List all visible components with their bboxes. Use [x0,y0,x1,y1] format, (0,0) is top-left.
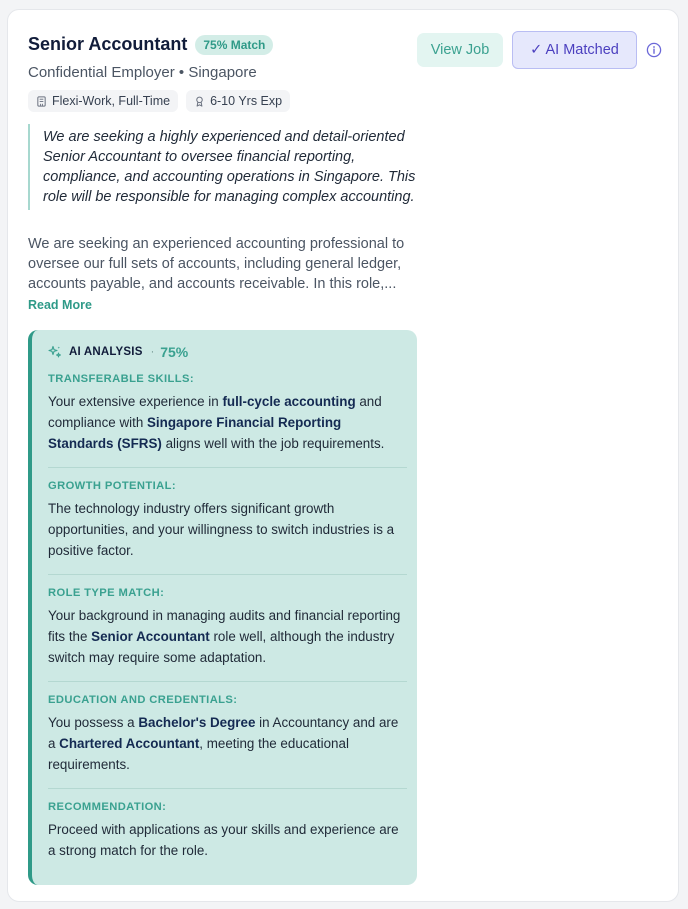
text-run: The technology industry offers significant growth opportunities, and your willingness to switch industries is a positive factor. [48,501,395,558]
analysis-section-title: RECOMMENDATION: [48,801,167,813]
analysis-section-text [48,391,407,454]
analysis-section-text [48,712,407,775]
employer-location: Confidential Employer • Singapore [28,64,257,81]
text-run: You possess a [48,715,139,730]
analysis-section-text [48,819,407,861]
sparkles-icon [48,345,62,359]
ai-analysis-score: 75% [160,344,189,360]
info-icon[interactable] [646,42,662,58]
job-card [7,9,679,902]
analysis-section-text [48,498,407,561]
view-job-button[interactable]: View Job [417,33,503,67]
ai-analysis-panel [28,330,417,885]
title-row [28,34,273,55]
highlighted-term: Bachelor's Degree [138,715,256,730]
analysis-section [48,575,407,682]
job-title: Senior Accountant [28,34,188,54]
analysis-section-title: EDUCATION AND CREDENTIALS: [48,694,238,706]
analysis-section-title: TRANSFERABLE SKILLS: [48,373,194,385]
ai-analysis-label: AI ANALYSIS [69,346,143,358]
summary-quote: We are seeking a highly experienced and detail-oriented Senior Accountant to oversee financial reporting, compliance, and accounting operations in Singapore. This role will be responsible for managing complex accounting. [28,124,418,210]
text-run: Your background in managing audits and financial reporting fits the [48,608,401,644]
highlighted-term: Singapore Financial Reporting Standards (SFRS) [48,415,342,451]
read-more-link[interactable]: Read More [28,298,92,312]
analysis-section [48,789,407,874]
tag-label: Flexi-Work, Full-Time [52,94,171,108]
text-run: in Accountancy and are a [48,715,399,751]
text-run: aligns well with the job requirements. [161,436,385,451]
tag-experience [186,90,290,112]
text-run: and compliance with [48,394,382,430]
job-description: We are seeking an experienced accounting professional to oversee our full sets of accounts, including general ledger, accounts payable, and accounts receivable. In this role,... [28,236,405,292]
text-run: Proceed with applications as your skills and experience are a strong match for the role. [48,822,399,858]
text-run: role well, although the industry switch may require some adaptation. [48,629,395,665]
tag-label: 6-10 Yrs Exp [210,94,283,108]
text-run: , meeting the educational requirements. [48,736,349,772]
analysis-section-title: GROWTH POTENTIAL: [48,480,176,492]
building-icon [36,96,47,107]
ai-analysis-sections [48,361,407,874]
text-run: Your extensive experience in [48,394,223,409]
match-badge: 75% Match [195,35,273,55]
highlighted-term: Chartered Accountant [59,736,200,751]
ai-matched-button[interactable]: ✓ AI Matched [512,31,637,69]
analysis-section-title: ROLE TYPE MATCH: [48,587,165,599]
analysis-section [48,682,407,789]
job-tags [28,90,290,112]
analysis-section [48,468,407,575]
card-actions [417,31,662,69]
tag-work-type [28,90,178,112]
analysis-section [48,361,407,468]
award-icon [194,96,205,107]
analysis-section-text [48,605,407,668]
highlighted-term: Senior Accountant [91,629,210,644]
highlighted-term: full-cycle accounting [222,394,356,409]
ai-analysis-header [48,343,407,361]
separator-dot: · [150,346,155,358]
